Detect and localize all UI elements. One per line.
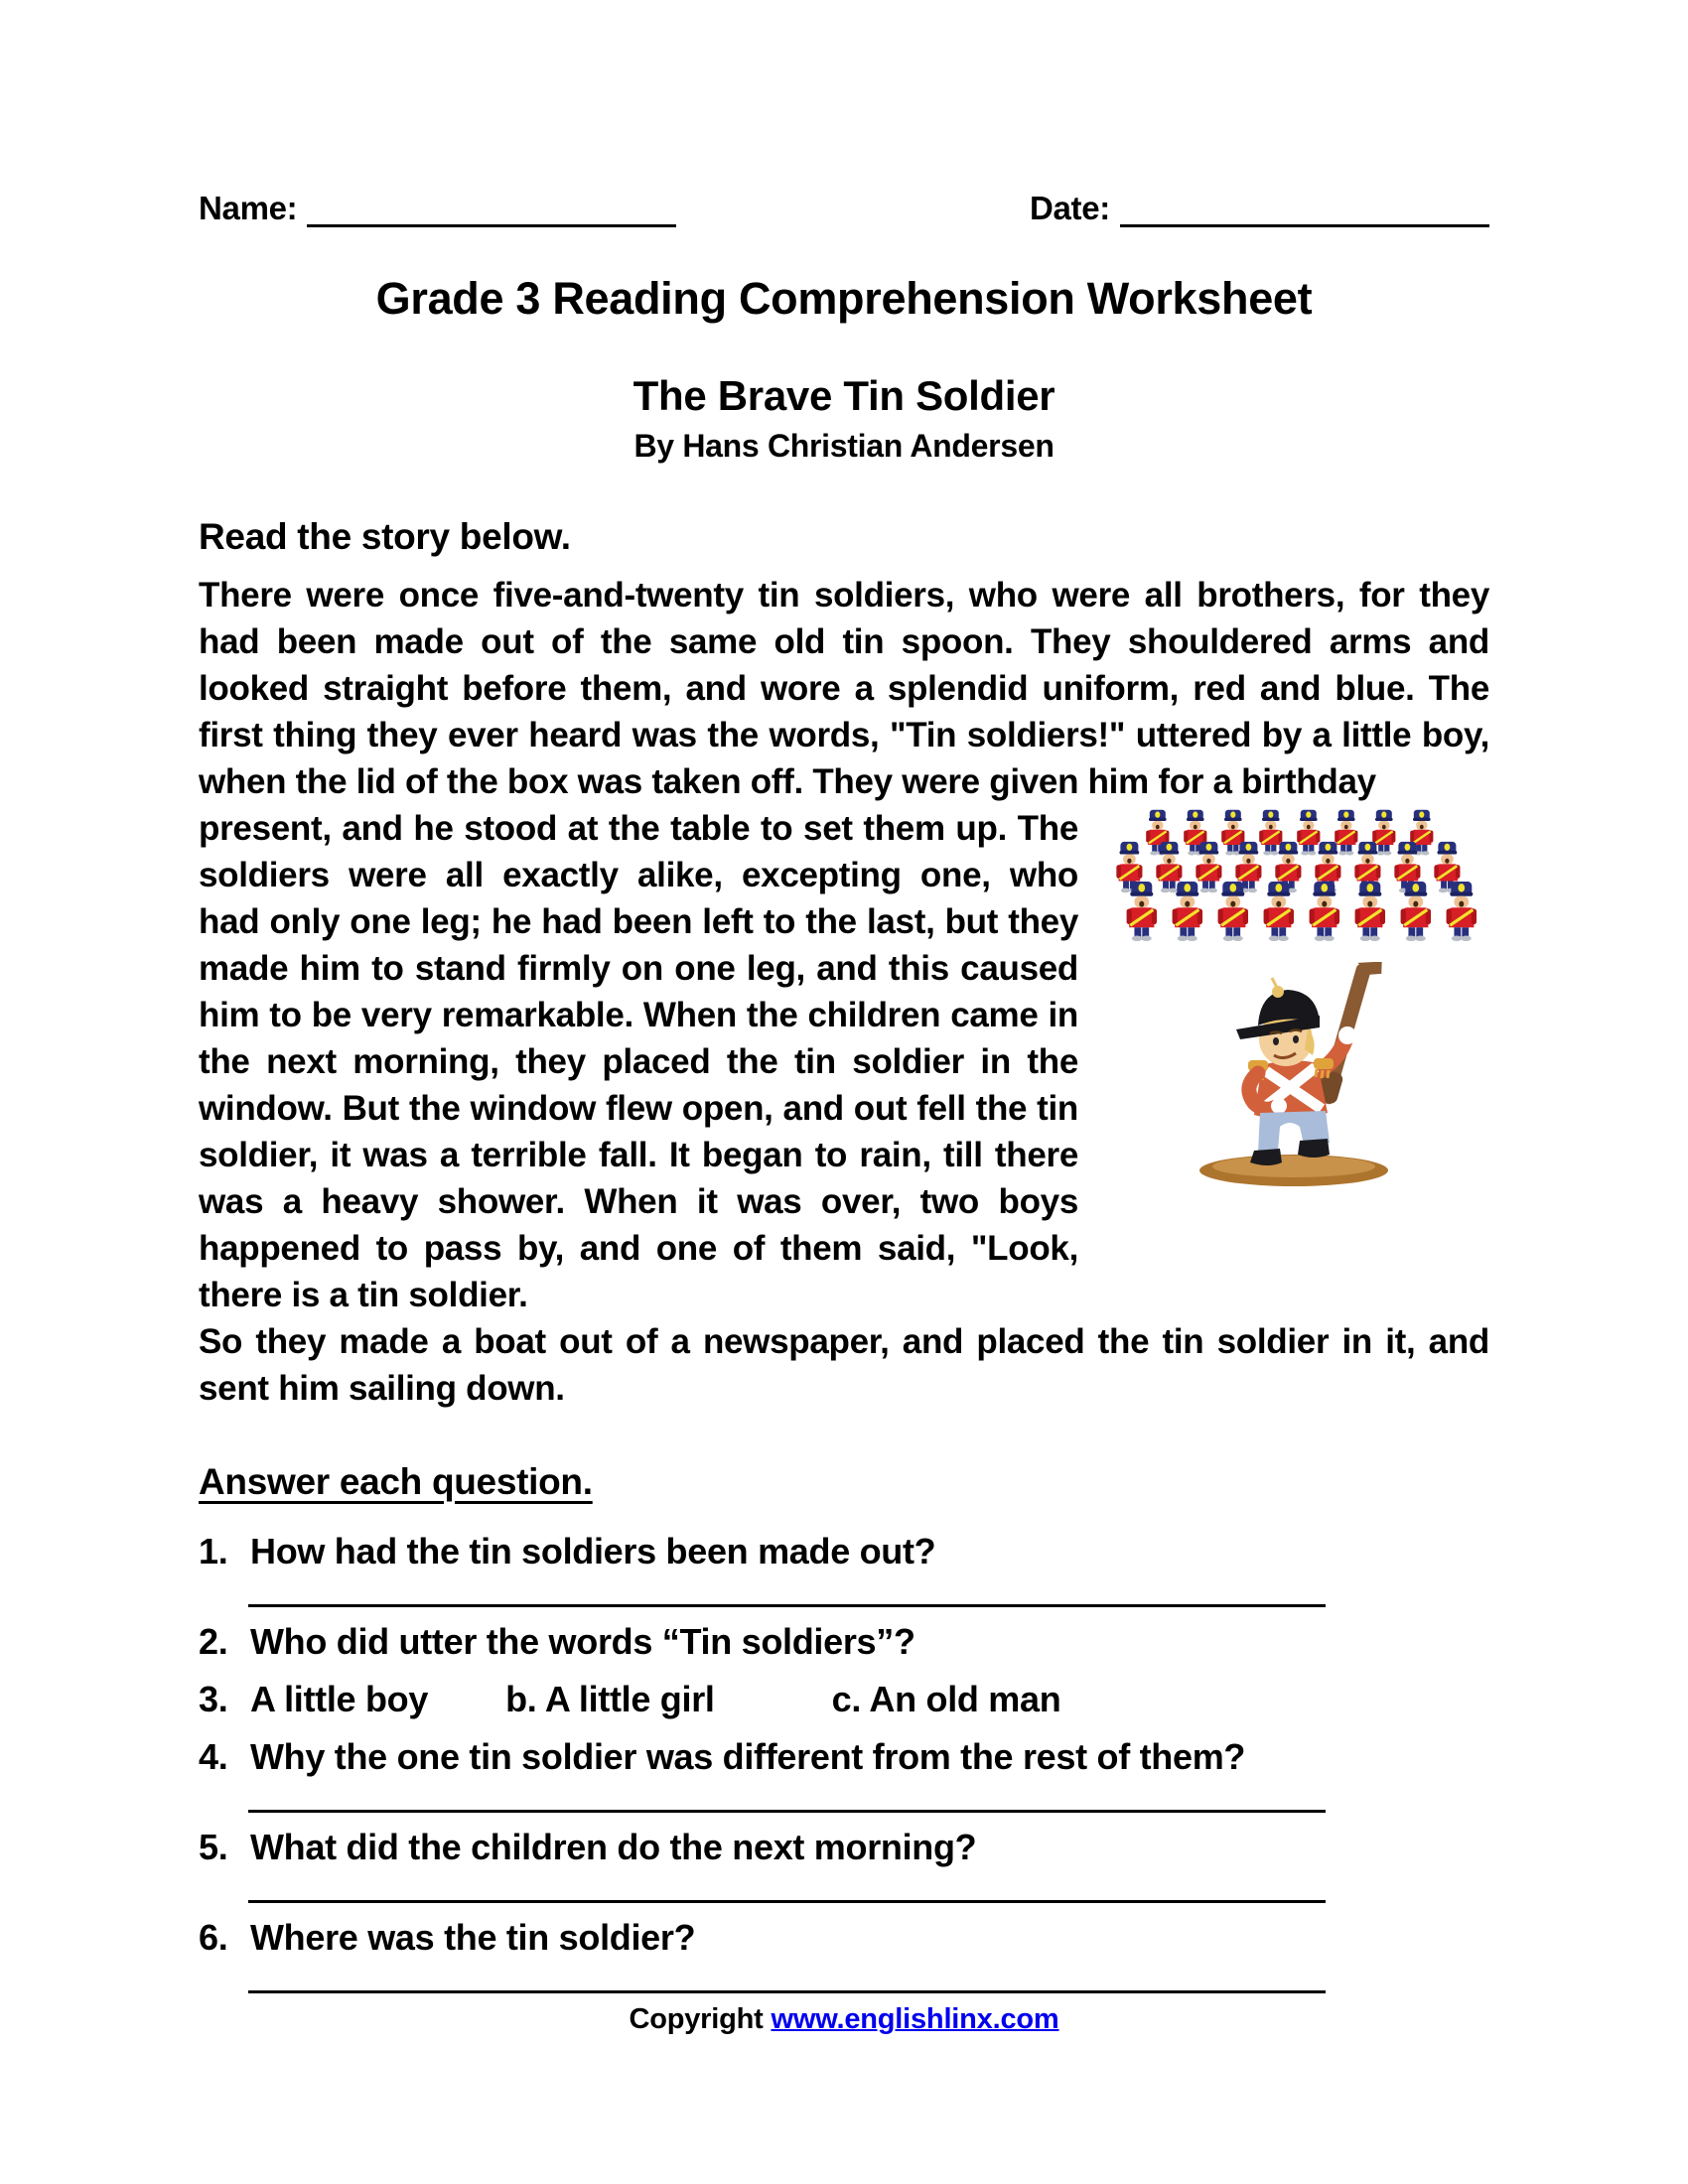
- answer-line: [248, 1990, 1326, 1993]
- story-paragraph-1: There were once five-and-twenty tin soldiers, who were all brothers, for they had been made out of the same old tin spoon. They shouldered arms and looked straight before them, and wore a splendid uniform, red and blue. The first thing they ever heard was the words, "Tin soldiers!" uttered by a little boy, when the lid of the box was taken off. They were given him for a birthday: [199, 576, 1489, 801]
- name-field: [199, 189, 676, 227]
- answer-section-heading: [199, 1461, 1489, 1503]
- footer: [199, 2003, 1489, 2036]
- question-3-choices: [199, 1677, 1489, 1722]
- read-instruction: Read the story below.: [199, 516, 571, 557]
- header-row: [199, 189, 1489, 227]
- question-6: [199, 1915, 1489, 1961]
- answer-line: [248, 1810, 1326, 1813]
- date-blank-line: [1120, 189, 1489, 227]
- story-middle-section: [199, 805, 1489, 1318]
- question-4: [199, 1734, 1489, 1780]
- story-paragraph-2: present, and he stood at the table to set them up. The soldiers were all exactly alike, excepting one, who had only one leg; he had been left to the last, but they made him to stand firmly on one leg, and this caused him to be very remarkable. When the children came in the next morning, they placed the tin soldier in the window. But the window flew open, and out fell the tin soldier, it was a terrible fall. It began to rain, till there was a heavy shower. When it was over, two boys happened to pass by, and one of them said, "Look, there is a tin soldier.: [199, 809, 1078, 1314]
- question-number: 5.: [199, 1827, 228, 1867]
- answer-line: [248, 1604, 1326, 1607]
- question-number: 2.: [199, 1621, 228, 1662]
- question-text: How had the tin soldiers been made out?: [250, 1531, 936, 1571]
- choice-c: c. An old man: [831, 1679, 1061, 1719]
- answer-heading-text: Answer each question.: [199, 1461, 593, 1502]
- copyright-label: Copyright: [629, 2003, 772, 2035]
- question-5: [199, 1825, 1489, 1870]
- story-illustrations: [1092, 805, 1489, 1195]
- question-number: 3.: [199, 1679, 228, 1719]
- story-title: The Brave Tin Soldier: [633, 372, 1055, 419]
- tin-soldier-image: [1167, 962, 1415, 1195]
- question-number: 4.: [199, 1736, 228, 1777]
- name-blank-line: [307, 189, 676, 227]
- answer-line: [248, 1900, 1326, 1903]
- question-1: [199, 1529, 1489, 1574]
- question-text: Who did utter the words “Tin soldiers”?: [250, 1621, 915, 1662]
- date-field: [1030, 189, 1489, 227]
- choice-a: A little boy: [250, 1679, 429, 1719]
- tin-soldiers-group-image: [1097, 805, 1484, 954]
- question-number: 1.: [199, 1531, 228, 1571]
- choice-b: b. A little girl: [505, 1679, 715, 1719]
- question-number: 6.: [199, 1917, 228, 1958]
- question-text: What did the children do the next morning?: [250, 1827, 977, 1867]
- story-author: By Hans Christian Andersen: [633, 428, 1055, 464]
- questions-list: [199, 1529, 1489, 1993]
- worksheet-title: Grade 3 Reading Comprehension Worksheet: [375, 273, 1313, 324]
- question-text: Where was the tin soldier?: [250, 1917, 696, 1958]
- date-label: Date:: [1029, 190, 1110, 226]
- question-text: Why the one tin soldier was different from the rest of them?: [250, 1736, 1246, 1777]
- question-2: [199, 1619, 1489, 1665]
- name-label: Name:: [199, 190, 298, 226]
- story-paragraph-3: So they made a boat out of a newspaper, and placed the tin soldier in it, and sent him sailing down.: [199, 1322, 1489, 1408]
- englishlinx-link[interactable]: www.englishlinx.com: [771, 2003, 1059, 2035]
